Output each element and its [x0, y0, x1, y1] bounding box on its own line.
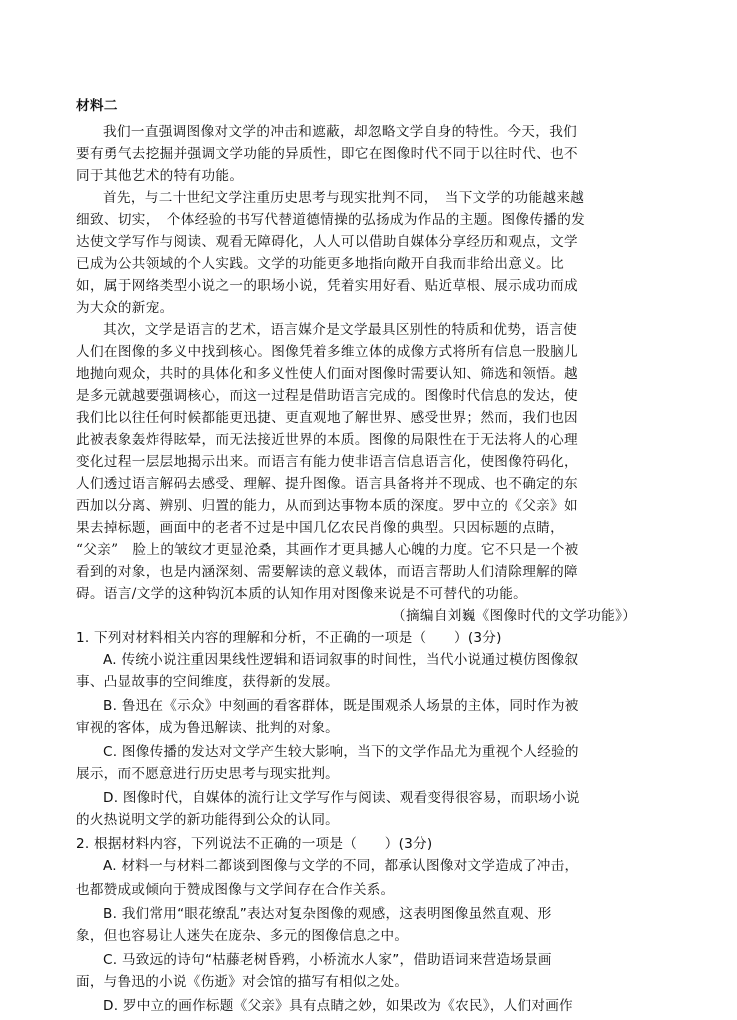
question-2-option-a-cont: 也都赞成或倾向于赞成图像与文学间存在合作关系。 — [76, 882, 395, 898]
question-2-stem: 2. 根据材料内容，下列说法不正确的一项是（ ）(3分) — [76, 836, 433, 852]
question-2-option-c-cont: 面，与鲁迅的小说《伤逝》对会馆的描写有相似之处。 — [76, 974, 409, 990]
question-2-option-a: A. 材料一与材料二都谈到图像与文学的不同，都承认图像对文学造成了冲击， — [103, 858, 579, 874]
paragraph-line: 西加以分离、辨别、归置的能力，从而到达事物本质的深度。罗中立的《父亲》如 — [76, 498, 578, 514]
paragraph-line: 地抛向观众，共时的具体化和多义性使人们面对图像时需要认知、筛选和领悟。越 — [76, 366, 578, 382]
paragraph-line: 果去掉标题，画面中的老者不过是中国几亿农民肖像的典型。只因标题的点睛， — [76, 520, 565, 536]
paragraph-line: 首先，与二十世纪文学注重历史思考与现实批判不同， 当下文学的功能越来越 — [103, 190, 585, 206]
question-1-option-c-cont: 展示，而不愿意进行历史思考与现实批判。 — [76, 766, 340, 782]
paragraph-line: 是多元就越要强调核心，而这一过程是借助语言完成的。图像时代信息的发达，使 — [76, 388, 578, 404]
paragraph-line: 此被表象轰炸得眩晕，而无法接近世界的本质。图像的局限性在于无法将人的心理 — [76, 432, 578, 448]
paragraph-line: 其次，文学是语言的艺术，语言媒介是文学最具区别性的特质和优势，语言使 — [103, 322, 578, 338]
paragraph-line: 为大众的新宠。 — [76, 300, 174, 316]
paragraph-line: “父亲” 脸上的皱纹才更显沧桑，其画作才更具撼人心魄的力度。它不只是一个被 — [76, 542, 579, 558]
paragraph-line: 已成为公共领域的个人实践。文学的功能更多地指向敞开自我而非给出意义。比 — [76, 256, 565, 272]
question-1-option-b: B. 鲁迅在《示众》中刻画的看客群体，既是围观杀人场景的主体，同时作为被 — [103, 698, 579, 714]
paragraph-line: 要有勇气去挖掘并强调文学功能的异质性，即它在图像时代不同于以往时代、也不 — [76, 146, 578, 162]
question-1-stem: 1. 下列对材料相关内容的理解和分析，不正确的一项是（ ）(3分) — [76, 630, 502, 646]
paragraph-line: 如，属于网络类型小说之一的职场小说，凭着实用好看、贴近草根、展示成功而成 — [76, 278, 578, 294]
question-1-option-a-cont: 事、凸显故事的空间维度，获得新的发展。 — [76, 674, 340, 690]
paragraph-line: 达使文学写作与阅读、观看无障碍化，人人可以借助自媒体分享经历和观点，文学 — [76, 234, 578, 250]
paragraph-line: 人们在图像的多义中找到核心。图像凭着多维立体的成像方式将所有信息一股脑儿 — [76, 344, 578, 360]
question-1-option-d-cont: 的火热说明文学的新功能得到公众的认同。 — [76, 812, 340, 828]
paragraph-line: 同于其他艺术的特有功能。 — [76, 168, 244, 184]
question-1-option-b-cont: 审视的客体，成为鲁迅解读、批判的对象。 — [76, 720, 340, 736]
section-heading: 材料二 — [76, 98, 118, 114]
paragraph-line: 细致、切实， 个体经验的书写代替道德情操的弘扬成为作品的主题。图像传播的发 — [76, 212, 586, 228]
paragraph-line: 我们一直强调图像对文学的冲击和遮蔽，却忽略文学自身的特性。今天，我们 — [103, 124, 578, 140]
source-citation: （摘编自刘巍《图像时代的文学功能》） — [392, 608, 637, 624]
question-1-option-d: D. 图像时代，自媒体的流行让文学写作与阅读、观看变得很容易，而职场小说 — [103, 790, 580, 806]
paragraph-line: 人们透过语言解码去感受、理解、提升图像。语言具备将并不现成、也不确定的东 — [76, 476, 578, 492]
paragraph-line: 看到的对象，也是内涵深刻、需要解读的意义载体，而语言帮助人们清除理解的障 — [76, 564, 578, 580]
question-2-option-b-cont: 象，但也容易让人迷失在庞杂、多元的图像信息之中。 — [76, 928, 409, 944]
paragraph-line: 我们比以往任何时候都能更迅捷、更直观地了解世界、感受世界；然而，我们也因 — [76, 410, 578, 426]
paragraph-line: 碍。语言/文学的这种钩沉本质的认知作用对图像来说是不可替代的功能。 — [76, 586, 528, 602]
question-1-option-a: A. 传统小说注重因果线性逻辑和语词叙事的时间性，当代小说通过模仿图像叙 — [103, 652, 579, 668]
paragraph-line: 变化过程一层层地揭示出来。而语言有能力使非语言信息语言化，使图像符码化， — [76, 454, 578, 470]
question-1-option-c: C. 图像传播的发达对文学产生较大影响，当下的文学作品尤为重视个人经验的 — [103, 744, 579, 760]
question-2-option-c: C. 马致远的诗句“枯藤老树昏鸦，小桥流水人家”，借助语词来营造场景画 — [103, 952, 552, 968]
question-2-option-b: B. 我们常用“眼花缭乱”表达对复杂图像的观感，这表明图像虽然直观、形 — [103, 906, 552, 922]
question-2-option-d: D. 罗中立的画作标题《父亲》具有点睛之妙，如果改为《农民》，人们对画作 — [103, 998, 573, 1014]
